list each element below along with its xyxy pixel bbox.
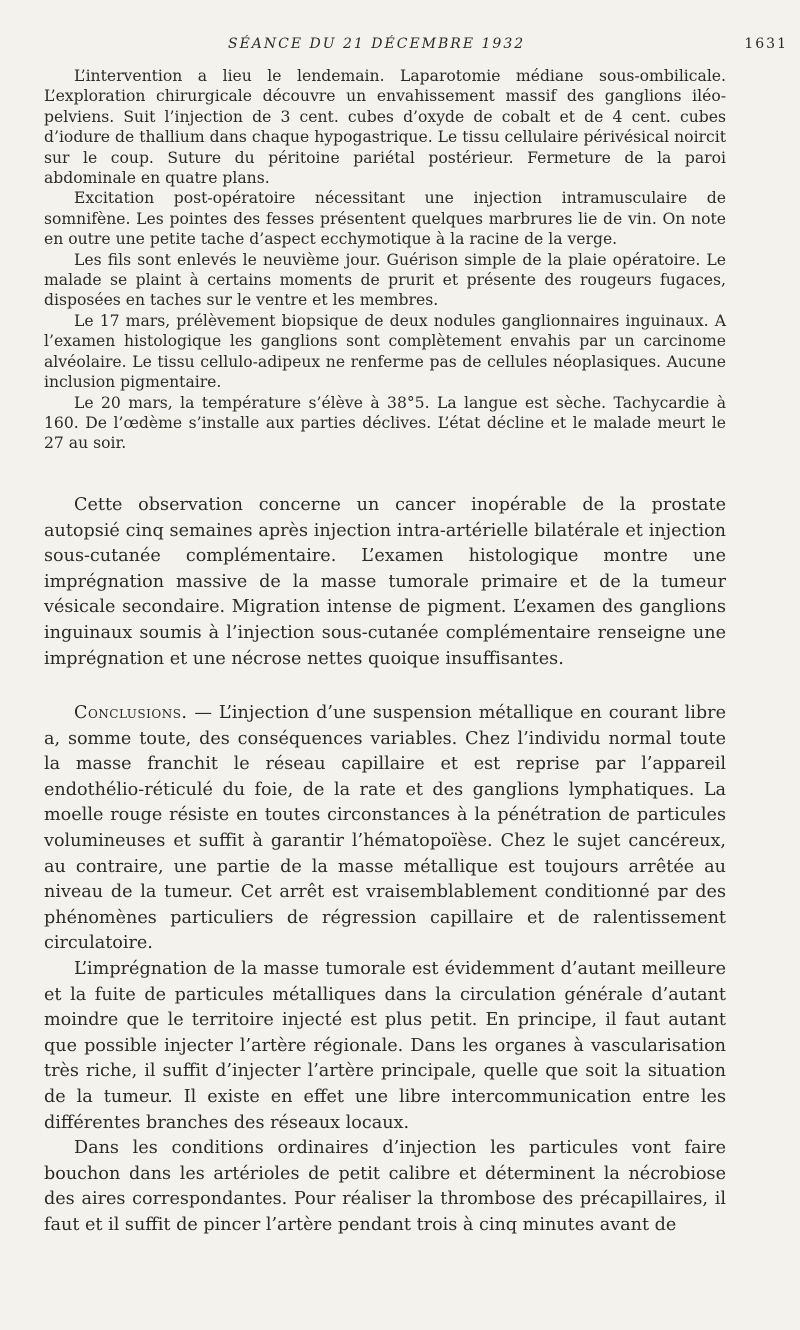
case-paragraph: Les fils sont enlevés le neuvième jour. Guérison simple de la plaie opératoire. Le malade se plaint à certains moments de prurit et présente des rougeurs fugaces, disposées en taches sur le ventre et les membres. xyxy=(44,250,726,310)
running-head xyxy=(0,36,800,60)
conclusions-paragraph: Dans les conditions ordinaires d’injection les particules vont faire bouchon dans les artérioles de petit calibre et déterminent la nécrobiose des aires correspondantes. Pour réaliser la thrombose des précapillaires, il faut et il suffit de pincer l’artère pendant trois à cinq minutes avant de xyxy=(44,1138,726,1235)
observation-summary xyxy=(44,493,726,672)
conclusions-heading: Conclusions. xyxy=(74,703,188,723)
page-number: 1631 xyxy=(744,36,788,52)
case-report xyxy=(44,66,726,454)
conclusions-section xyxy=(44,701,726,1238)
case-paragraph: Le 17 mars, prélèvement biopsique de deux nodules ganglionnaires inguinaux. A l’examen histologique les ganglions sont complètement envahis par un carcinome alvéolaire. Le tissu cellulo-adipeux ne renferme pas de cellules néoplasiques. Aucune inclusion pigmentaire. xyxy=(44,311,726,392)
case-paragraph: L’intervention a lieu le lendemain. Laparotomie médiane sous-ombilicale. L’exploration chirurgicale découvre un envahissement massif des ganglions iléo-pelviens. Suit l’injection de 3 cent. cubes d’oxyde de cobalt et de 4 cent. cubes d’iodure de thallium dans chaque hypogastrique. Le tissu cellulaire périvésical noircit sur le coup. Suture du péritoine pariétal postérieur. Fermeture de la paroi abdominale en quatre plans. xyxy=(44,67,726,188)
conclusions-first-text: — L’injection d’une suspension métallique en courant libre a, somme toute, des conséquences variables. Chez l’individu normal toute la masse franchit le réseau capillaire et est reprise par l’appareil endothélio-réticulé du foie, de la rate et des ganglions lymphatiques. La moelle rouge résiste en toutes circonstances à la pénétration de particules volumineuses et suffit à garantir l’hématopoïèse. Chez le sujet cancéreux, au contraire, une partie de la masse métallique est toujours arrêtée au niveau de la tumeur. Cet arrêt est vraisemblablement conditionné par des phénomènes particuliers de régression capillaire et de ralentissement circulatoire. xyxy=(44,703,727,954)
case-paragraph: Excitation post-opératoire nécessitant une injection intramusculaire de somnifène. Les pointes des fesses présentent quelques marbrures lie de vin. On note en outre une petite tache d’aspect ecchymotique à la racine de la verge. xyxy=(44,189,726,249)
conclusions-first-paragraph xyxy=(44,701,726,957)
conclusions-paragraph: L’imprégnation de la masse tumorale est évidemment d’autant meilleure et la fuite de particules métalliques dans la circulation générale d’autant moindre que le territoire injecté est plus petit. En principe, il faut autant que possible injecter l’artère régionale. Dans les organes à vascularisation très riche, il suffit d’injecter l’artère principale, quelle que soit la situation de la tumeur. Il existe en effet une libre intercommunication entre les différentes branches des réseaux locaux. xyxy=(44,958,726,1133)
case-paragraph: Le 20 mars, la température s’élève à 38°5. La langue est sèche. Tachycardie à 160. De l’œdème s’installe aux parties déclives. L’état décline et le malade meurt le 27 au soir. xyxy=(44,393,726,453)
running-head-title: SÉANCE DU 21 DÉCEMBRE 1932 xyxy=(228,36,526,52)
observation-paragraph: Cette observation concerne un cancer inopérable de la prostate autopsié cinq semaines après injection intra-artérielle bilatérale et injection sous-cutanée complémentaire. L’examen histologique montre une imprégnation massive de la masse tumorale primaire et de la tumeur vésicale secondaire. Migration intense de pigment. L’examen des ganglions inguinaux soumis à l’injection sous-cutanée complémentaire renseigne une imprégnation et une nécrose nettes quoique insuffisantes. xyxy=(44,495,726,669)
